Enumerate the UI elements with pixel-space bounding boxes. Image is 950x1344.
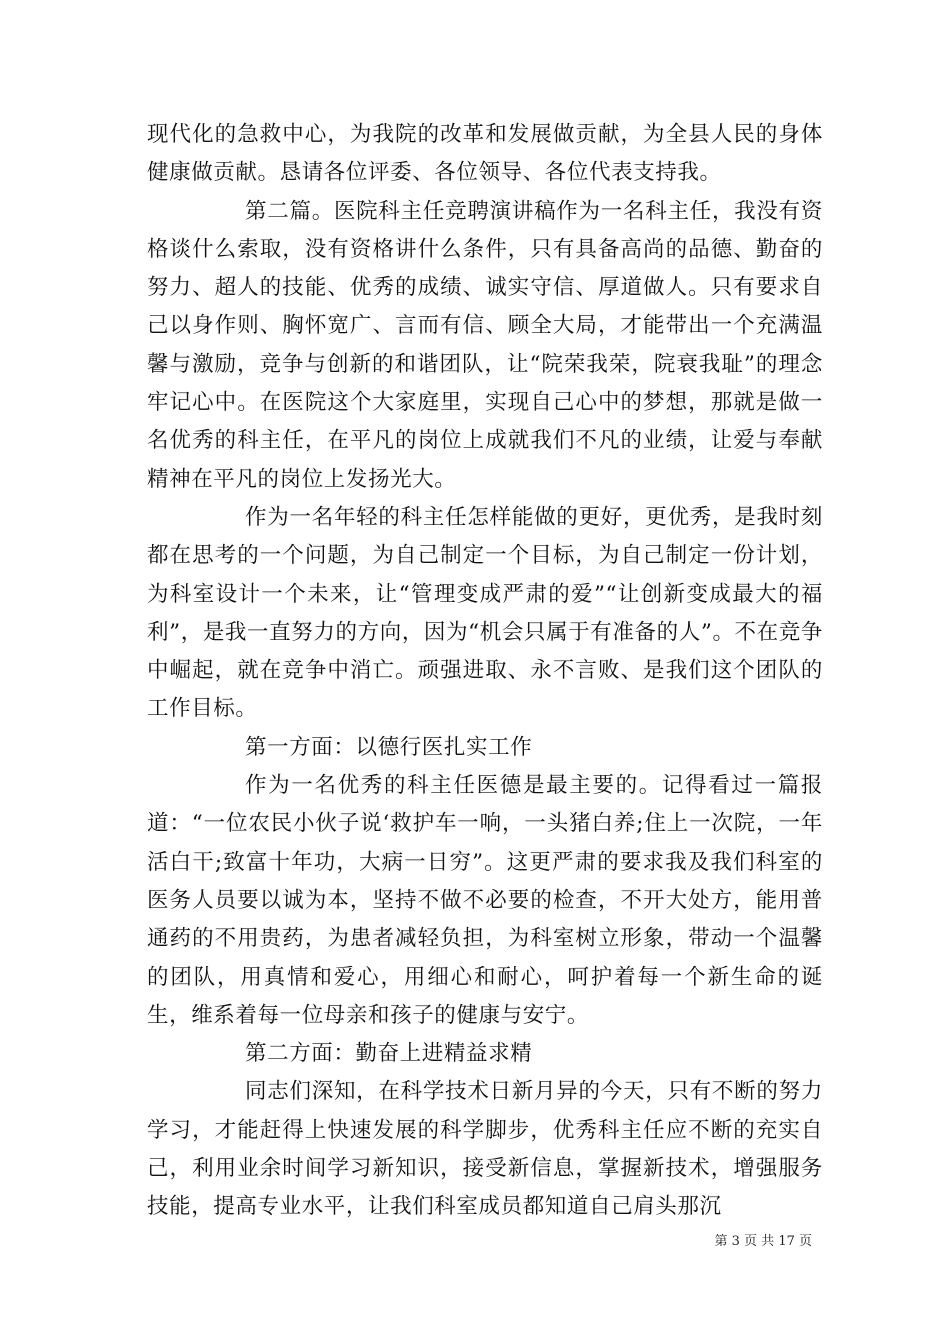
paragraph-young-director: 作为一名年轻的科主任怎样能做的更好，更优秀，是我时刻都在思考的一个问题，为自己制定一个目标，为自己制定一份计划，为科室设计一个未来，让“管理变成严肃的爱”“让创新变成最大的福利”，是我一直努力的方向，因为“机会只属于有准备的人”。不在竞争中崛起，就在竞争中消亡。顽强进取、永不言败、是我们这个团队的工作目标。 [147,504,823,722]
page-number-footer: 第 3 页 共 17 页 [714,1234,812,1249]
section-heading-second-aspect: 第二方面：勤奋上进精益求精 [245,1041,533,1067]
paragraph-medical-ethics: 作为一名优秀的科主任医德是最主要的。记得看过一篇报道：“一位农民小伙子说‘救护车一响，一头猪白养;住上一次院，一年活白干;致富十年功，大病一日穷”。这更严肃的要求我及我们科室的医务人员要以诚为本，坚持不做不必要的检查，不开大处方，能用普通药的不用贵药，为患者减轻负担，为科室树立形象，带动一个温馨的团队，用真情和爱心，用细心和耐心，呵护着每一个新生命的诞生，维系着每一位母亲和孩子的健康与安宁。 [147,773,823,1028]
paragraph-second-article-intro: 第二篇。医院科主任竞聘演讲稿作为一名科主任，我没有资格谈什么索取，没有资格讲什么条件，只有具备高尚的品德、勤奋的努力、超人的技能、优秀的成绩、诚实守信、厚道做人。只有要求自己以身作则、胸怀宽广、言而有信、顾全大局，才能带出一个充满温馨与激励，竞争与创新的和谐团队，让“院荣我荣，院衰我耻”的理念牢记心中。在医院这个大家庭里，实现自己心中的梦想，那就是做一名优秀的科主任，在平凡的岗位上成就我们不凡的业绩，让爱与奉献精神在平凡的岗位上发扬光大。 [147,198,823,492]
section-heading-first-aspect: 第一方面：以德行医扎实工作 [245,734,533,760]
document-body [147,116,823,1227]
paragraph-continuous-learning: 同志们深知，在科学技术日新月异的今天，只有不断的努力学习，才能赶得上快速发展的科学脚步，优秀科主任应不断的充实自己，利用业余时间学习新知识，接受新信息，掌握新技术，增强服务技能，提高专业水平，让我们科室成员都知道自己肩头那沉 [147,1079,823,1220]
paragraph-continuation: 现代化的急救中心，为我院的改革和发展做贡献，为全县人民的身体健康做贡献。恳请各位评委、各位领导、各位代表支持我。 [147,122,823,186]
